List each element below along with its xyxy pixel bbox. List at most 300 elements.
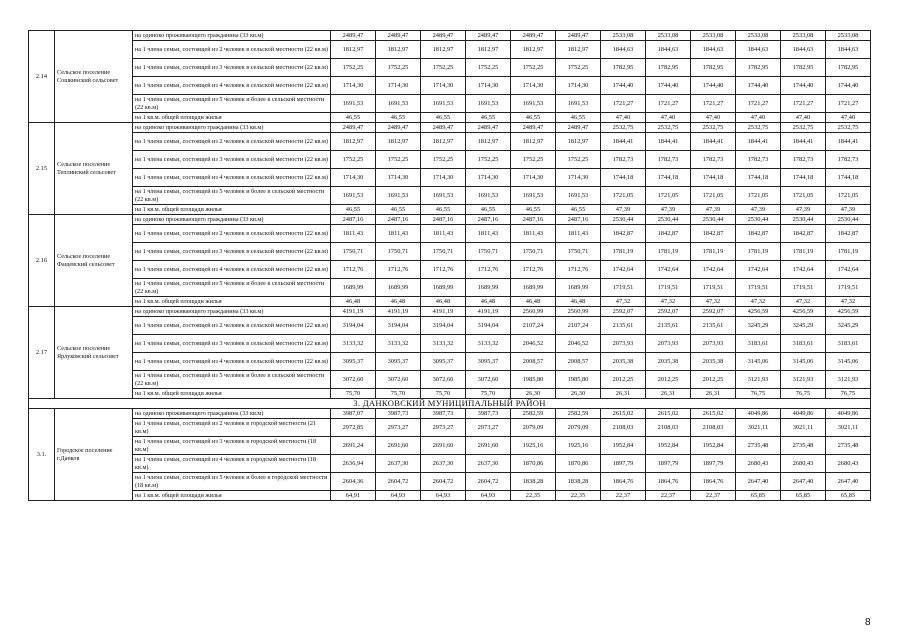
table-row	[29, 243, 871, 261]
value-cell: 3194,04	[376, 317, 421, 335]
value-cell: 1714,30	[511, 169, 556, 187]
value-cell: 1721,27	[826, 95, 871, 113]
value-cell: 1897,79	[601, 455, 646, 473]
value-cell: 3245,29	[736, 317, 781, 335]
value-cell: 76,75	[826, 389, 871, 399]
value-cell: 1781,19	[826, 243, 871, 261]
category-label: на 1 члена семьи, состоящей из 2 человек в сельской местности (22 кв.м)	[133, 317, 331, 335]
value-cell: 3987,73	[421, 409, 466, 419]
value-cell: 46,55	[466, 205, 511, 215]
value-cell: 2073,93	[601, 335, 646, 353]
value-cell: 22,37	[646, 491, 691, 501]
value-cell: 46,55	[556, 205, 601, 215]
value-cell: 2691,60	[466, 437, 511, 455]
value-cell: 75,70	[466, 389, 511, 399]
value-cell: 3987,73	[376, 409, 421, 419]
value-cell: 2592,07	[601, 307, 646, 317]
value-cell: 4049,86	[781, 409, 826, 419]
value-cell: 1870,86	[511, 455, 556, 473]
value-cell: 3121,93	[736, 371, 781, 389]
value-cell: 1719,51	[691, 279, 736, 297]
category-label: на 1 члена семьи, состоящей из 4 человек в сельской местности (22 кв.м)	[133, 261, 331, 279]
value-cell: 1897,79	[691, 455, 736, 473]
value-cell: 3021,11	[826, 419, 871, 437]
value-cell: 1782,95	[691, 59, 736, 77]
value-cell: 46,55	[556, 113, 601, 123]
value-cell: 2691,24	[331, 437, 376, 455]
value-cell: 3987,73	[466, 409, 511, 419]
value-cell: 47,40	[736, 113, 781, 123]
value-cell: 2530,44	[826, 215, 871, 225]
value-cell: 3133,32	[421, 335, 466, 353]
value-cell: 1811,43	[466, 225, 511, 243]
value-cell: 47,40	[646, 113, 691, 123]
value-cell: 1844,41	[691, 133, 736, 151]
table-row	[29, 169, 871, 187]
tariff-document	[28, 30, 871, 501]
value-cell: 1782,73	[601, 151, 646, 169]
value-cell: 1752,25	[511, 151, 556, 169]
table-row	[29, 353, 871, 371]
category-label: на 1 члена семьи, состоящей из 5 человек и более в сельской местности (22 кв.м)	[133, 279, 331, 297]
value-cell: 1714,30	[556, 77, 601, 95]
value-cell: 1838,28	[511, 473, 556, 491]
value-cell: 1782,95	[646, 59, 691, 77]
value-cell: 64,93	[421, 491, 466, 501]
value-cell: 2108,03	[646, 419, 691, 437]
value-cell: 2582,59	[511, 409, 556, 419]
value-cell: 46,48	[511, 297, 556, 307]
value-cell: 1811,43	[556, 225, 601, 243]
value-cell: 1842,87	[691, 225, 736, 243]
value-cell: 1721,05	[691, 187, 736, 205]
category-label: на 1 кв.м. общей площади жилья	[133, 205, 331, 215]
value-cell: 3245,29	[781, 317, 826, 335]
value-cell: 3133,32	[376, 335, 421, 353]
value-cell: 22,35	[556, 491, 601, 501]
value-cell: 1842,87	[736, 225, 781, 243]
table-row	[29, 133, 871, 151]
table-row	[29, 95, 871, 113]
value-cell: 2691,60	[421, 437, 466, 455]
value-cell: 1952,84	[601, 437, 646, 455]
value-cell: 4256,59	[826, 307, 871, 317]
table-row	[29, 335, 871, 353]
value-cell: 2637,30	[466, 455, 511, 473]
value-cell: 47,39	[691, 205, 736, 215]
row-index: 2.16	[29, 215, 55, 307]
value-cell: 22,35	[511, 491, 556, 501]
value-cell: 1811,43	[376, 225, 421, 243]
value-cell: 2489,47	[511, 123, 556, 133]
value-cell: 2530,44	[781, 215, 826, 225]
value-cell: 1811,43	[511, 225, 556, 243]
category-label: на 1 члена семьи, состоящей из 4 человек в сельской местности (22 кв.м)	[133, 353, 331, 371]
value-cell: 1750,71	[376, 243, 421, 261]
value-cell: 1742,64	[736, 261, 781, 279]
value-cell: 75,70	[331, 389, 376, 399]
value-cell: 3072,60	[421, 371, 466, 389]
value-cell: 2615,02	[646, 409, 691, 419]
value-cell: 1752,25	[376, 59, 421, 77]
category-label: на одиноко проживающего гражданина (33 кв.м)	[133, 31, 331, 41]
value-cell: 46,55	[421, 113, 466, 123]
value-cell: 2532,75	[646, 123, 691, 133]
value-cell: 1782,73	[781, 151, 826, 169]
value-cell: 1750,71	[331, 243, 376, 261]
value-cell: 26,31	[646, 389, 691, 399]
value-cell: 2046,52	[511, 335, 556, 353]
value-cell: 2035,38	[646, 353, 691, 371]
table-row	[29, 77, 871, 95]
tariff-table	[28, 30, 871, 501]
value-cell: 1721,27	[691, 95, 736, 113]
settlement-name: Сельское поселение Теплинский сельсовет	[55, 123, 133, 215]
value-cell: 1782,95	[601, 59, 646, 77]
value-cell: 2973,27	[421, 419, 466, 437]
value-cell: 1985,80	[556, 371, 601, 389]
value-cell: 2046,52	[556, 335, 601, 353]
value-cell: 2135,61	[691, 317, 736, 335]
category-label: на 1 члена семьи, состоящей из 2 человек в сельской местности (22 кв.м)	[133, 225, 331, 243]
value-cell: 2647,40	[736, 473, 781, 491]
value-cell: 2615,02	[601, 409, 646, 419]
value-cell: 46,55	[511, 205, 556, 215]
value-cell: 2972,85	[331, 419, 376, 437]
value-cell: 2604,36	[331, 473, 376, 491]
value-cell: 1691,53	[376, 95, 421, 113]
value-cell: 75,70	[421, 389, 466, 399]
table-row	[29, 279, 871, 297]
value-cell: 2637,30	[376, 455, 421, 473]
value-cell: 1844,63	[736, 41, 781, 59]
value-cell: 46,48	[421, 297, 466, 307]
value-cell: 2108,03	[691, 419, 736, 437]
row-index: 3.1.	[29, 409, 55, 501]
value-cell: 2008,57	[556, 353, 601, 371]
value-cell: 1719,51	[736, 279, 781, 297]
value-cell: 1842,87	[781, 225, 826, 243]
district-header-row	[29, 399, 871, 409]
value-cell: 1689,99	[556, 279, 601, 297]
value-cell: 1691,53	[421, 187, 466, 205]
value-cell: 1714,30	[466, 77, 511, 95]
category-label: на 1 члена семьи, состоящей из 2 человек в сельской местности (22 кв.м)	[133, 133, 331, 151]
value-cell: 4049,86	[826, 409, 871, 419]
value-cell: 46,55	[466, 113, 511, 123]
value-cell: 3183,61	[826, 335, 871, 353]
category-label: на 1 члена семьи, состоящей из 3 человек в городской местности (18 кв.м)	[133, 437, 331, 455]
value-cell: 1719,51	[826, 279, 871, 297]
value-cell: 1844,41	[736, 133, 781, 151]
value-cell: 1812,97	[331, 41, 376, 59]
value-cell: 2533,08	[781, 31, 826, 41]
value-cell: 3021,11	[736, 419, 781, 437]
value-cell: 1952,84	[691, 437, 736, 455]
table-row	[29, 473, 871, 491]
table-row	[29, 437, 871, 455]
value-cell: 1864,76	[646, 473, 691, 491]
value-cell: 2560,99	[556, 307, 601, 317]
value-cell: 2012,25	[646, 371, 691, 389]
value-cell: 2487,16	[511, 215, 556, 225]
value-cell: 2487,16	[376, 215, 421, 225]
category-label: на 1 члена семьи, состоящей из 2 человек в сельской местности (22 кв.м)	[133, 41, 331, 59]
value-cell: 1812,97	[331, 133, 376, 151]
table-row	[29, 389, 871, 399]
value-cell: 1744,18	[736, 169, 781, 187]
value-cell: 75,70	[376, 389, 421, 399]
value-cell: 2604,72	[466, 473, 511, 491]
value-cell: 1782,73	[826, 151, 871, 169]
district-title: 3. ДАНКОВСКИЙ МУНИЦИПАЛЬНЫЙ РАЙОН	[29, 399, 871, 409]
value-cell: 3072,60	[331, 371, 376, 389]
category-label: на 1 кв.м. общей площади жилья	[133, 297, 331, 307]
value-cell: 1781,19	[601, 243, 646, 261]
value-cell: 1744,40	[646, 77, 691, 95]
category-label: на 1 члена семьи, состоящей из 2 человек в городской местности (21 кв.м)	[133, 419, 331, 437]
value-cell: 46,48	[331, 297, 376, 307]
value-cell: 1781,19	[736, 243, 781, 261]
value-cell: 1781,19	[646, 243, 691, 261]
value-cell: 1870,86	[556, 455, 601, 473]
value-cell: 1844,63	[601, 41, 646, 59]
value-cell: 2107,24	[511, 317, 556, 335]
category-label: на 1 члена семьи, состоящей из 5 человек и более в сельской местности (22 кв.м)	[133, 95, 331, 113]
value-cell: 1812,97	[376, 133, 421, 151]
value-cell: 1714,30	[556, 169, 601, 187]
value-cell: 1744,18	[601, 169, 646, 187]
value-cell: 1812,97	[511, 41, 556, 59]
settlement-name: Городское поселение г.Данков	[55, 409, 133, 501]
value-cell: 1721,27	[601, 95, 646, 113]
value-cell: 1750,71	[556, 243, 601, 261]
value-cell: 1744,40	[781, 77, 826, 95]
value-cell: 1691,53	[376, 187, 421, 205]
value-cell: 2592,07	[646, 307, 691, 317]
value-cell: 46,48	[466, 297, 511, 307]
table-row	[29, 41, 871, 59]
value-cell: 2530,44	[646, 215, 691, 225]
value-cell: 2489,47	[421, 31, 466, 41]
value-cell: 2691,60	[376, 437, 421, 455]
value-cell: 1712,76	[421, 261, 466, 279]
value-cell: 1714,30	[331, 169, 376, 187]
value-cell: 1812,97	[466, 133, 511, 151]
value-cell: 1712,76	[556, 261, 601, 279]
value-cell: 2532,75	[601, 123, 646, 133]
value-cell: 4191,19	[466, 307, 511, 317]
value-cell: 3145,06	[781, 353, 826, 371]
value-cell: 3183,61	[781, 335, 826, 353]
value-cell: 4256,59	[736, 307, 781, 317]
value-cell: 1811,43	[331, 225, 376, 243]
value-cell: 47,39	[736, 205, 781, 215]
value-cell: 47,32	[736, 297, 781, 307]
value-cell: 1721,27	[781, 95, 826, 113]
value-cell: 1744,40	[601, 77, 646, 95]
value-cell: 4191,19	[376, 307, 421, 317]
value-cell: 1689,99	[421, 279, 466, 297]
value-cell: 26,30	[511, 389, 556, 399]
value-cell: 1744,40	[691, 77, 736, 95]
value-cell: 1742,64	[826, 261, 871, 279]
category-label: на 1 члена семьи, состоящей из 3 человек в сельской местности (22 кв.м)	[133, 59, 331, 77]
category-label: на 1 члена семьи, состоящей из 3 человек в сельской местности (22 кв.м)	[133, 151, 331, 169]
value-cell: 2489,47	[466, 123, 511, 133]
value-cell: 47,39	[826, 205, 871, 215]
value-cell: 1782,95	[736, 59, 781, 77]
value-cell: 1812,97	[511, 133, 556, 151]
value-cell: 46,55	[376, 113, 421, 123]
value-cell: 47,40	[691, 113, 736, 123]
value-cell: 65,85	[826, 491, 871, 501]
value-cell: 1742,64	[601, 261, 646, 279]
value-cell: 1691,53	[421, 95, 466, 113]
value-cell: 1689,99	[511, 279, 556, 297]
table-row	[29, 419, 871, 437]
value-cell: 3095,37	[466, 353, 511, 371]
value-cell: 3133,32	[331, 335, 376, 353]
value-cell: 3145,06	[826, 353, 871, 371]
value-cell: 2489,47	[376, 123, 421, 133]
value-cell: 1691,53	[556, 187, 601, 205]
value-cell: 2735,48	[781, 437, 826, 455]
category-label: на 1 члена семьи, состоящей из 5 человек и более в городской местности (18 кв.м)	[133, 473, 331, 491]
value-cell: 1782,73	[736, 151, 781, 169]
value-cell: 1721,05	[781, 187, 826, 205]
value-cell: 1844,41	[781, 133, 826, 151]
value-cell: 1752,25	[376, 151, 421, 169]
table-row	[29, 307, 871, 317]
value-cell: 1812,97	[421, 133, 466, 151]
value-cell: 1714,30	[421, 77, 466, 95]
value-cell: 3095,37	[421, 353, 466, 371]
value-cell: 3245,29	[826, 317, 871, 335]
value-cell: 3145,06	[736, 353, 781, 371]
value-cell: 47,32	[646, 297, 691, 307]
value-cell: 3095,37	[376, 353, 421, 371]
value-cell: 1752,25	[466, 59, 511, 77]
value-cell: 46,55	[331, 113, 376, 123]
value-cell: 1812,97	[556, 41, 601, 59]
value-cell: 1752,25	[511, 59, 556, 77]
value-cell: 64,93	[466, 491, 511, 501]
value-cell: 2012,25	[691, 371, 736, 389]
value-cell: 1812,97	[421, 41, 466, 59]
value-cell: 64,93	[376, 491, 421, 501]
value-cell: 1721,05	[646, 187, 691, 205]
table-row	[29, 113, 871, 123]
value-cell: 2108,03	[601, 419, 646, 437]
value-cell: 1844,63	[691, 41, 736, 59]
table-row	[29, 317, 871, 335]
value-cell: 1689,99	[376, 279, 421, 297]
value-cell: 26,31	[691, 389, 736, 399]
value-cell: 1691,53	[466, 187, 511, 205]
value-cell: 1844,63	[646, 41, 691, 59]
value-cell: 47,40	[781, 113, 826, 123]
value-cell: 2079,09	[511, 419, 556, 437]
value-cell: 2073,93	[691, 335, 736, 353]
value-cell: 1752,25	[556, 59, 601, 77]
value-cell: 3183,61	[736, 335, 781, 353]
value-cell: 4256,59	[781, 307, 826, 317]
value-cell: 1742,64	[781, 261, 826, 279]
value-cell: 1689,99	[331, 279, 376, 297]
value-cell: 3194,04	[421, 317, 466, 335]
value-cell: 1719,51	[781, 279, 826, 297]
value-cell: 2532,75	[691, 123, 736, 133]
value-cell: 1752,25	[421, 59, 466, 77]
value-cell: 2560,99	[511, 307, 556, 317]
value-cell: 1864,76	[691, 473, 736, 491]
table-row	[29, 123, 871, 133]
page-number: 8	[865, 617, 871, 628]
value-cell: 22,37	[691, 491, 736, 501]
value-cell: 2637,30	[421, 455, 466, 473]
value-cell: 2532,75	[826, 123, 871, 133]
value-cell: 76,75	[736, 389, 781, 399]
value-cell: 1925,16	[511, 437, 556, 455]
value-cell: 1744,18	[781, 169, 826, 187]
value-cell: 2487,16	[466, 215, 511, 225]
category-label: на 1 кв.м. общей площади жилья	[133, 491, 331, 501]
value-cell: 2135,61	[646, 317, 691, 335]
category-label: на 1 члена семьи, состоящей из 3 человек в сельской местности (22 кв.м)	[133, 335, 331, 353]
value-cell: 1781,19	[781, 243, 826, 261]
value-cell: 47,32	[826, 297, 871, 307]
value-cell: 2489,47	[421, 123, 466, 133]
value-cell: 3095,37	[331, 353, 376, 371]
row-index: 2.14	[29, 31, 55, 123]
value-cell: 3072,60	[376, 371, 421, 389]
value-cell: 3194,04	[466, 317, 511, 335]
value-cell: 2636,94	[331, 455, 376, 473]
value-cell: 2532,75	[781, 123, 826, 133]
value-cell: 47,32	[601, 297, 646, 307]
value-cell: 1742,64	[646, 261, 691, 279]
value-cell: 1714,30	[331, 77, 376, 95]
value-cell: 2489,47	[466, 31, 511, 41]
value-cell: 1714,30	[376, 169, 421, 187]
value-cell: 1752,25	[331, 59, 376, 77]
value-cell: 2530,44	[736, 215, 781, 225]
value-cell: 1752,25	[556, 151, 601, 169]
value-cell: 2035,38	[691, 353, 736, 371]
value-cell: 1691,53	[556, 95, 601, 113]
row-index: 2.17	[29, 307, 55, 399]
table-row	[29, 491, 871, 501]
value-cell: 1721,05	[826, 187, 871, 205]
value-cell: 47,39	[781, 205, 826, 215]
value-cell: 1782,73	[691, 151, 736, 169]
category-label: на 1 кв.м. общей площади жилья	[133, 113, 331, 123]
value-cell: 26,31	[601, 389, 646, 399]
category-label: на 1 члена семьи, состоящей из 5 человек и более в сельской местности (22 кв.м)	[133, 187, 331, 205]
category-label: на 1 члена семьи, состоящей из 4 человек в сельской местности (22 кв.м)	[133, 77, 331, 95]
value-cell: 2079,09	[556, 419, 601, 437]
value-cell: 1712,76	[331, 261, 376, 279]
row-index: 2.15	[29, 123, 55, 215]
value-cell: 1842,87	[826, 225, 871, 243]
value-cell: 1712,76	[511, 261, 556, 279]
table-row	[29, 215, 871, 225]
value-cell: 1844,41	[601, 133, 646, 151]
value-cell: 1952,84	[646, 437, 691, 455]
value-cell: 2533,08	[736, 31, 781, 41]
value-cell: 1842,87	[646, 225, 691, 243]
